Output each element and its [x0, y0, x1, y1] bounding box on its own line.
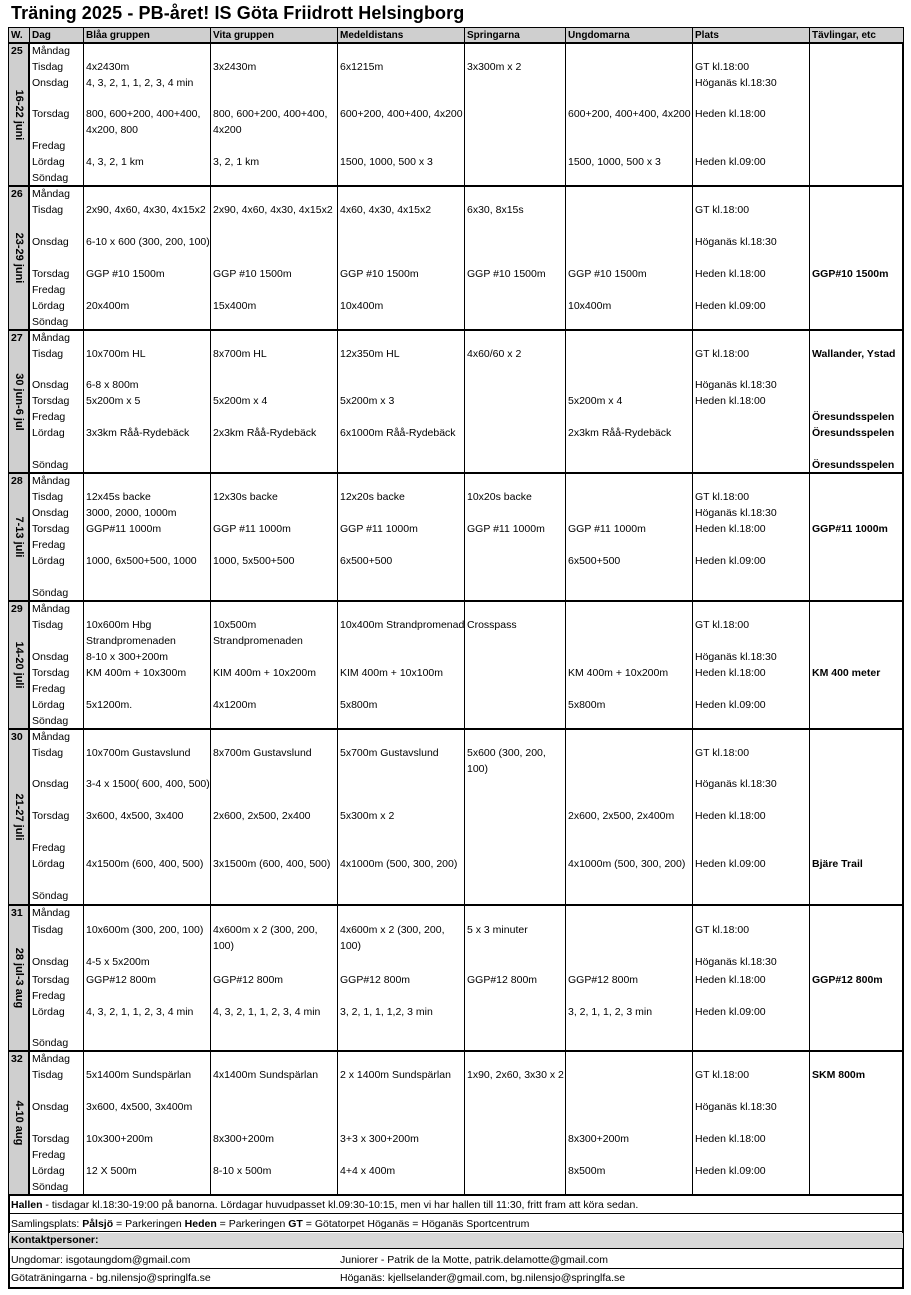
week-block — [9, 187, 903, 331]
day-label: Söndag — [32, 715, 69, 727]
week-dates: 30 jun-6 jul — [13, 372, 25, 431]
cell-vita: 4x600m x 2 (300, 200, 100) — [213, 924, 318, 952]
cell-ungdomarna: 6x500+500 — [568, 555, 621, 567]
cell-springarna: Crosspass — [467, 619, 517, 631]
week-bar — [9, 602, 29, 728]
cell-plats: Höganäs kl.18:30 — [695, 778, 777, 790]
cell-bla: 12 X 500m — [86, 1165, 137, 1177]
cell-bla: 10x300+200m — [86, 1133, 153, 1145]
cell-bla: 10x600m (300, 200, 100) — [86, 924, 204, 936]
cell-tavlingar: GGP#12 800m — [812, 974, 883, 986]
contact-juniorer: Juniorer - Patrik de la Motte, patrik.delamotte@gmail.com — [340, 1254, 609, 1266]
contact-gotatraningarna: Götaträningarna - bg.nilensjo@springlfa.se — [11, 1272, 211, 1284]
column-divider — [565, 28, 566, 1196]
cell-plats: Heden kl.18:00 — [695, 108, 766, 120]
cell-vita: 2x90, 4x60, 4x30, 4x15x2 — [213, 204, 333, 216]
cell-ungdomarna: 8x500m — [568, 1165, 606, 1177]
cell-bla: 3-4 x 1500( 600, 400, 500) — [86, 778, 210, 790]
week-dates: 4-10 aug — [13, 1100, 25, 1146]
cell-bla: 3x600, 4x500, 3x400 — [86, 810, 184, 822]
day-label: Måndag — [32, 45, 70, 57]
day-label: Lördag — [32, 1006, 65, 1018]
cell-springarna: 5 x 3 minuter — [467, 924, 528, 936]
cell-plats: Heden kl.09:00 — [695, 699, 766, 711]
cell-bla: 3x600, 4x500, 3x400m — [86, 1101, 193, 1113]
day-label: Torsdag — [32, 810, 70, 822]
cell-medeldistans: 4x60, 4x30, 4x15x2 — [340, 204, 432, 216]
column-divider — [809, 28, 810, 1196]
cell-ungdomarna: 600+200, 400+400, 4x200 — [568, 108, 691, 120]
week-dates: 21-27 juli — [13, 793, 25, 841]
day-label: Torsdag — [32, 395, 70, 407]
cell-bla: 1000, 6x500+500, 1000 — [86, 555, 197, 567]
samling-place-name: GT — [288, 1218, 303, 1230]
week-block — [9, 474, 903, 602]
cell-plats: GT kl.18:00 — [695, 747, 750, 759]
header-plats: Plats — [695, 30, 719, 41]
week-block — [9, 906, 903, 1052]
cell-vita: GGP #11 1000m — [213, 523, 291, 535]
day-label: Lördag — [32, 156, 65, 168]
cell-bla: 5x1400m Sundspärlan — [86, 1069, 192, 1081]
day-label: Onsdag — [32, 77, 69, 89]
cell-bla: 4x1500m (600, 400, 500) — [86, 858, 204, 870]
samling-place-desc: = Parkeringen — [216, 1218, 289, 1230]
cell-vita: GGP #10 1500m — [213, 268, 292, 280]
header-week: W. — [11, 30, 23, 41]
cell-bla: 4x2430m — [86, 61, 130, 73]
cell-medeldistans: 6x1215m — [340, 61, 384, 73]
day-label: Lördag — [32, 427, 65, 439]
cell-vita: 2x3km Råå-Rydebäck — [213, 427, 317, 439]
cell-vita: 3, 2, 1 km — [213, 156, 260, 168]
cell-bla: KM 400m + 10x300m — [86, 667, 187, 679]
cell-bla: 4-5 x 5x200m — [86, 956, 150, 968]
samling-place-name: Heden — [184, 1218, 217, 1230]
week-number: 25 — [11, 45, 23, 57]
day-label: Fredag — [32, 842, 66, 854]
cell-vita: 15x400m — [213, 300, 257, 312]
cell-vita: 5x200m x 4 — [213, 395, 268, 407]
cell-springarna: GGP #11 1000m — [467, 523, 545, 535]
cell-vita: 10x500m Strandpromenaden — [213, 619, 303, 647]
cell-bla: 6-10 x 600 (300, 200, 100) — [86, 236, 210, 248]
week-block — [9, 602, 903, 730]
samling-place-desc: = Götatorpet — [302, 1218, 368, 1230]
cell-vita: 1000, 5x500+500 — [213, 555, 295, 567]
cell-plats: Höganäs kl.18:30 — [695, 956, 777, 968]
cell-plats: Heden kl.18:00 — [695, 810, 766, 822]
cell-vita: 8x700m HL — [213, 348, 267, 360]
cell-tavlingar: SKM 800m — [812, 1069, 866, 1081]
cell-tavlingar: GGP#11 1000m — [812, 523, 888, 535]
day-label: Lördag — [32, 300, 65, 312]
cell-medeldistans: 4x600m x 2 (300, 200, 100) — [340, 924, 445, 952]
cell-medeldistans: KIM 400m + 10x100m — [340, 667, 444, 679]
cell-ungdomarna: 8x300+200m — [568, 1133, 630, 1145]
cell-tavlingar: Öresundsspelen — [812, 459, 895, 471]
day-label: Tisdag — [32, 1069, 64, 1081]
cell-plats: Heden kl.18:00 — [695, 268, 766, 280]
day-label: Lördag — [32, 555, 65, 567]
cell-plats: GT kl.18:00 — [695, 491, 750, 503]
cell-plats: GT kl.18:00 — [695, 1069, 750, 1081]
cell-plats: Heden kl.18:00 — [695, 395, 766, 407]
day-label: Torsdag — [32, 268, 70, 280]
header-vita-gruppen: Vita gruppen — [213, 30, 274, 41]
cell-ungdomarna: GGP #10 1500m — [568, 268, 647, 280]
cell-tavlingar: KM 400 meter — [812, 667, 881, 679]
cell-bla: 10x600m Hbg Strandpromenaden — [86, 619, 176, 647]
day-label: Tisdag — [32, 204, 64, 216]
day-label: Onsdag — [32, 236, 69, 248]
day-label: Onsdag — [32, 1101, 69, 1113]
samling-place-desc: Höganäs = Höganäs Sportcentrum — [367, 1218, 530, 1230]
cell-plats: GT kl.18:00 — [695, 619, 750, 631]
cell-bla: GGP#12 800m — [86, 974, 157, 986]
day-label: Måndag — [32, 907, 70, 919]
cell-tavlingar: Öresundsspelen — [812, 427, 895, 439]
week-bar — [9, 331, 29, 472]
header-tavlingar: Tävlingar, etc — [812, 30, 876, 41]
cell-medeldistans: 5x800m — [340, 699, 378, 711]
day-label: Söndag — [32, 890, 69, 902]
cell-springarna: GGP#12 800m — [467, 974, 538, 986]
week-number: 28 — [11, 475, 23, 487]
cell-ungdomarna: 1500, 1000, 500 x 3 — [568, 156, 661, 168]
day-label: Torsdag — [32, 1133, 70, 1145]
cell-bla: 2x90, 4x60, 4x30, 4x15x2 — [86, 204, 206, 216]
cell-tavlingar: Bjäre Trail — [812, 858, 863, 870]
cell-bla: 20x400m — [86, 300, 130, 312]
samling-place-desc: = Parkeringen — [113, 1218, 185, 1230]
cell-plats: GT kl.18:00 — [695, 61, 750, 73]
day-label: Onsdag — [32, 379, 69, 391]
column-divider — [464, 28, 465, 1196]
column-divider — [692, 28, 693, 1196]
week-block — [9, 44, 903, 187]
day-label: Lördag — [32, 699, 65, 711]
cell-vita: 3x1500m (600, 400, 500) — [213, 858, 331, 870]
cell-ungdomarna: GGP#12 800m — [568, 974, 639, 986]
cell-bla: 4, 3, 2, 1, 1, 2, 3, 4 min — [86, 77, 194, 89]
contact-divider — [9, 1268, 903, 1269]
day-label: Torsdag — [32, 667, 70, 679]
cell-plats: Höganäs kl.18:30 — [695, 236, 777, 248]
day-label: Söndag — [32, 1181, 69, 1193]
cell-vita: 800, 600+200, 400+400, 4x200 — [213, 108, 328, 136]
cell-medeldistans: 12x20s backe — [340, 491, 405, 503]
cell-medeldistans: 10x400m — [340, 300, 384, 312]
hallen-label: Hallen — [11, 1199, 43, 1211]
cell-plats: Höganäs kl.18:30 — [695, 507, 777, 519]
cell-bla: 800, 600+200, 400+400, 4x200, 800 — [86, 108, 201, 136]
cell-springarna: 1x90, 2x60, 3x30 x 2 — [467, 1069, 564, 1081]
cell-springarna: 3x300m x 2 — [467, 61, 522, 73]
cell-medeldistans: 6x1000m Råå-Rydebäck — [340, 427, 456, 439]
header-bla-gruppen: Blåa gruppen — [86, 30, 150, 41]
week-dates: 14-20 juli — [13, 641, 25, 689]
cell-medeldistans: 5x200m x 3 — [340, 395, 395, 407]
column-divider — [210, 28, 211, 1196]
samling-label: Samlingsplats: — [11, 1218, 83, 1230]
day-label: Fredag — [32, 411, 66, 423]
cell-plats: Heden kl.09:00 — [695, 555, 766, 567]
cell-ungdomarna: 2x600, 2x500, 2x400m — [568, 810, 675, 822]
cell-bla: 8-10 x 300+200m — [86, 651, 169, 663]
cell-bla: 4, 3, 2, 1, 1, 2, 3, 4 min — [86, 1006, 194, 1018]
cell-vita: 8x700m Gustavslund — [213, 747, 312, 759]
cell-bla: 5x200m x 5 — [86, 395, 141, 407]
cell-medeldistans: 4x1000m (500, 300, 200) — [340, 858, 458, 870]
day-label: Måndag — [32, 332, 70, 344]
day-label: Tisdag — [32, 924, 64, 936]
week-bar — [9, 474, 29, 600]
cell-plats: Heden kl.09:00 — [695, 156, 766, 168]
cell-plats: Heden kl.18:00 — [695, 667, 766, 679]
contact-hoganas: Höganäs: kjellselander@gmail.com, bg.nilensjo@springlfa.se — [340, 1272, 626, 1284]
cell-medeldistans: 600+200, 400+400, 4x200 — [340, 108, 463, 120]
cell-bla: 3x3km Råå-Rydebäck — [86, 427, 190, 439]
week-block — [9, 331, 903, 474]
week-bar — [9, 44, 29, 185]
cell-medeldistans: 2 x 1400m Sundspärlan — [340, 1069, 451, 1081]
day-label: Söndag — [32, 1037, 69, 1049]
day-label: Måndag — [32, 603, 70, 615]
cell-plats: Heden kl.09:00 — [695, 1006, 766, 1018]
page-title: Träning 2025 - PB-året! IS Göta Friidrott Helsingborg — [11, 3, 465, 23]
cell-bla: GGP#11 1000m — [86, 523, 162, 535]
week-number: 26 — [11, 188, 23, 200]
header-ungdomarna: Ungdomarna — [568, 30, 630, 41]
week-dates: 16-22 juni — [13, 89, 25, 140]
day-label: Fredag — [32, 284, 66, 296]
cell-medeldistans: 4+4 x 400m — [340, 1165, 396, 1177]
cell-ungdomarna: 5x800m — [568, 699, 606, 711]
day-label: Tisdag — [32, 747, 64, 759]
day-label: Torsdag — [32, 523, 70, 535]
day-label: Onsdag — [32, 651, 69, 663]
cell-vita: 8-10 x 500m — [213, 1165, 272, 1177]
cell-medeldistans: 10x400m Strandpromenad — [340, 619, 465, 631]
hallen-text: - tisdagar kl.18:30-19:00 på banorna. Lördagar huvudpasset kl.09:30-10:15, men vi har hallen till 11:30, fritt fram att köra sedan. — [42, 1199, 639, 1211]
column-divider — [83, 28, 84, 1196]
cell-medeldistans: GGP #11 1000m — [340, 523, 418, 535]
cell-plats: Heden kl.18:00 — [695, 974, 766, 986]
cell-bla: 6-8 x 800m — [86, 379, 139, 391]
day-label: Fredag — [32, 990, 66, 1002]
week-bar — [9, 730, 29, 904]
cell-ungdomarna: 2x3km Råå-Rydebäck — [568, 427, 672, 439]
cell-bla: 10x700m Gustavslund — [86, 747, 191, 759]
cell-bla: 10x700m HL — [86, 348, 146, 360]
samlingsplats-info — [9, 1216, 903, 1232]
cell-medeldistans: 5x700m Gustavslund — [340, 747, 439, 759]
cell-plats: GT kl.18:00 — [695, 348, 750, 360]
week-number: 32 — [11, 1053, 23, 1065]
cell-vita: 4, 3, 2, 1, 1, 2, 3, 4 min — [213, 1006, 321, 1018]
cell-bla: GGP #10 1500m — [86, 268, 165, 280]
cell-medeldistans: 6x500+500 — [340, 555, 393, 567]
day-label: Måndag — [32, 188, 70, 200]
cell-ungdomarna: 10x400m — [568, 300, 612, 312]
day-label: Torsdag — [32, 108, 70, 120]
day-label: Fredag — [32, 140, 66, 152]
day-label: Onsdag — [32, 956, 69, 968]
cell-springarna: 10x20s backe — [467, 491, 532, 503]
day-label: Lördag — [32, 858, 65, 870]
day-label: Söndag — [32, 316, 69, 328]
cell-plats: Heden kl.09:00 — [695, 1165, 766, 1177]
day-label: Måndag — [32, 475, 70, 487]
cell-tavlingar: GGP#10 1500m — [812, 268, 889, 280]
week-bar — [9, 1052, 29, 1194]
day-label: Tisdag — [32, 61, 64, 73]
week-number: 29 — [11, 603, 23, 615]
cell-medeldistans: 5x300m x 2 — [340, 810, 395, 822]
cell-vita: 2x600, 2x500, 2x400 — [213, 810, 311, 822]
week-block — [9, 1052, 903, 1196]
week-bar — [9, 906, 29, 1050]
cell-bla: 12x45s backe — [86, 491, 151, 503]
cell-plats: Heden kl.18:00 — [695, 1133, 766, 1145]
cell-vita: GGP#12 800m — [213, 974, 284, 986]
week-number: 30 — [11, 731, 23, 743]
cell-ungdomarna: KM 400m + 10x200m — [568, 667, 669, 679]
day-label: Onsdag — [32, 778, 69, 790]
day-label: Lördag — [32, 1165, 65, 1177]
cell-medeldistans: 3, 2, 1, 1, 1,2, 3 min — [340, 1006, 433, 1018]
samling-place-name: Pålsjö — [82, 1218, 114, 1230]
week-number: 31 — [11, 907, 23, 919]
cell-vita: 12x30s backe — [213, 491, 278, 503]
cell-plats: Höganäs kl.18:30 — [695, 379, 777, 391]
cell-vita: 4x1200m — [213, 699, 257, 711]
week-dates: 28 jul-3 aug — [13, 947, 25, 1009]
day-label: Söndag — [32, 172, 69, 184]
cell-plats: GT kl.18:00 — [695, 204, 750, 216]
cell-vita: KIM 400m + 10x200m — [213, 667, 317, 679]
cell-plats: Heden kl.09:00 — [695, 300, 766, 312]
day-label: Fredag — [32, 1149, 66, 1161]
cell-medeldistans: GGP #10 1500m — [340, 268, 419, 280]
header-medeldistans: Medeldistans — [340, 30, 404, 41]
column-divider — [29, 28, 30, 1196]
day-label: Fredag — [32, 539, 66, 551]
cell-medeldistans: 3+3 x 300+200m — [340, 1133, 419, 1145]
week-dates: 23-29 juni — [13, 232, 25, 284]
week-number: 27 — [11, 332, 23, 344]
contact-ungdomar: Ungdomar: isgotaungdom@gmail.com — [11, 1254, 191, 1266]
cell-tavlingar: Wallander, Ystad — [812, 348, 896, 360]
cell-plats: Höganäs kl.18:30 — [695, 77, 777, 89]
cell-medeldistans: 12x350m HL — [340, 348, 400, 360]
header-day: Dag — [32, 30, 51, 41]
day-label: Måndag — [32, 1053, 70, 1065]
cell-springarna: 5x600 (300, 200, 100) — [467, 747, 546, 775]
day-label: Måndag — [32, 731, 70, 743]
week-block — [9, 730, 903, 906]
cell-bla: 5x1200m. — [86, 699, 133, 711]
cell-plats: Höganäs kl.18:30 — [695, 651, 777, 663]
kontakt-label: Kontaktpersoner: — [11, 1234, 99, 1246]
cell-plats: Höganäs kl.18:30 — [695, 1101, 777, 1113]
week-bar — [9, 187, 29, 329]
day-label: Tisdag — [32, 619, 64, 631]
day-label: Söndag — [32, 459, 69, 471]
day-label: Fredag — [32, 683, 66, 695]
cell-medeldistans: GGP#12 800m — [340, 974, 411, 986]
day-label: Onsdag — [32, 507, 69, 519]
cell-tavlingar: Öresundsspelen — [812, 411, 895, 423]
cell-springarna: GGP #10 1500m — [467, 268, 546, 280]
cell-bla: 4, 3, 2, 1 km — [86, 156, 144, 168]
cell-ungdomarna: 5x200m x 4 — [568, 395, 623, 407]
cell-plats: Heden kl.18:00 — [695, 523, 766, 535]
cell-vita: 4x1400m Sundspärlan — [213, 1069, 319, 1081]
cell-plats: Heden kl.09:00 — [695, 858, 766, 870]
day-label: Tisdag — [32, 348, 64, 360]
cell-vita: 8x300+200m — [213, 1133, 275, 1145]
hallen-info — [9, 1197, 903, 1213]
cell-ungdomarna: 3, 2, 1, 1, 2, 3 min — [568, 1006, 653, 1018]
day-label: Söndag — [32, 587, 69, 599]
cell-springarna: 4x60/60 x 2 — [467, 348, 522, 360]
cell-vita: 3x2430m — [213, 61, 257, 73]
cell-plats: GT kl.18:00 — [695, 924, 750, 936]
cell-ungdomarna: 4x1000m (500, 300, 200) — [568, 858, 686, 870]
header-springarna: Springarna — [467, 30, 520, 41]
cell-ungdomarna: GGP #11 1000m — [568, 523, 646, 535]
day-label: Tisdag — [32, 491, 64, 503]
week-dates: 7-13 juli — [13, 516, 25, 558]
day-label: Torsdag — [32, 974, 70, 986]
cell-medeldistans: 1500, 1000, 500 x 3 — [340, 156, 433, 168]
column-divider — [337, 28, 338, 1196]
cell-springarna: 6x30, 8x15s — [467, 204, 524, 216]
cell-bla: 3000, 2000, 1000m — [86, 507, 177, 519]
